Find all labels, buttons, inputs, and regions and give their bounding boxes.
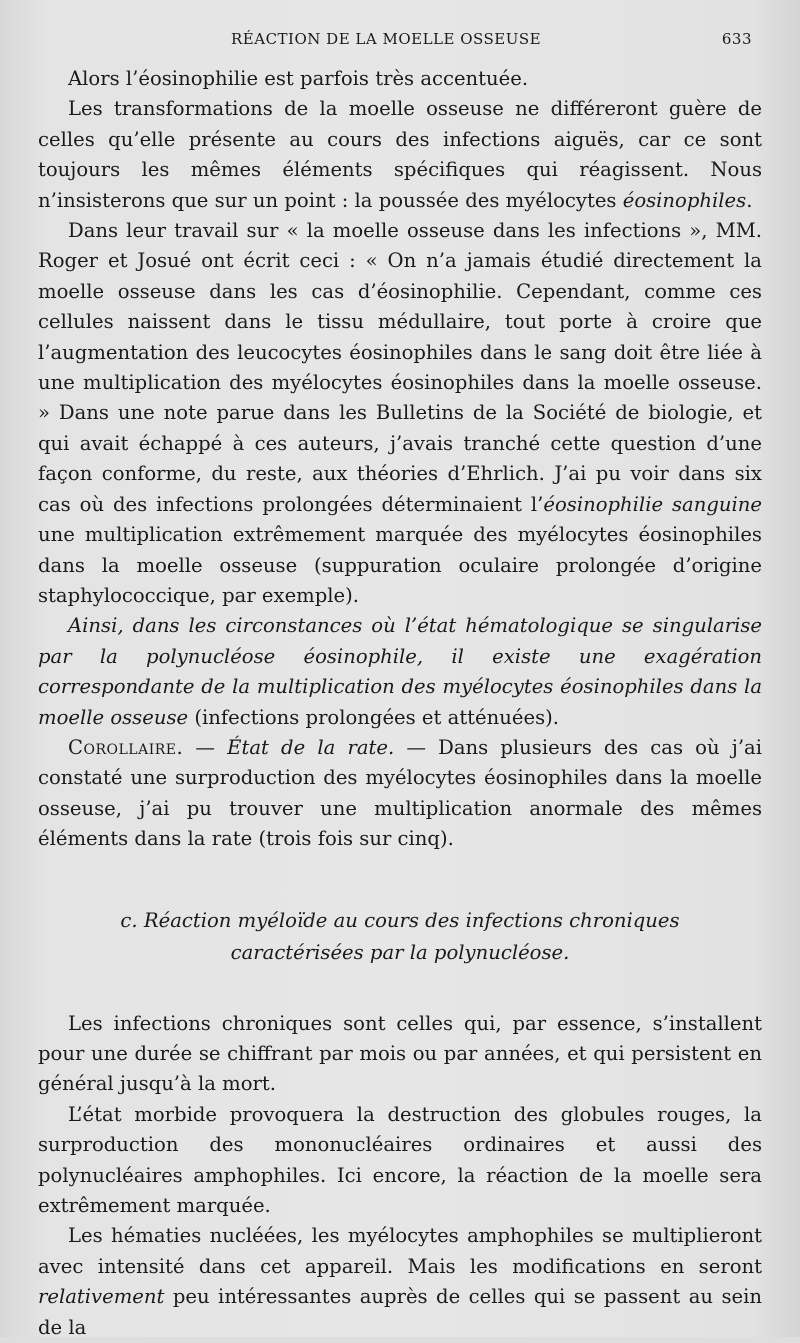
paragraph-6-text: Les infections chroniques sont celles qui, par essence, s’installent pour une durée se chiffrant par mois ou par années, et qui persistent en général jusqu’à la mort.	[38, 1011, 762, 1096]
paragraph-8-emphasis: relativement	[38, 1285, 165, 1309]
paragraph-2-text: Les transformations de la moelle osseuse ne différeront guère de celles qu’elle présente au cours des infections aiguës, car ce sont toujours les mêmes éléments spécifiques qui réagissent. Nous n’insisterons que sur un point : la poussée des myélocytes	[38, 97, 762, 212]
section-heading-line-2: caractérisées par la polynucléose.	[230, 940, 570, 964]
paragraph-4-emphasis: Ainsi, dans les circonstances où l’état hématologique se singularise par la polynucléose éosinophile, il existe une exagération correspondante de la multiplication des myélocytes éosinophiles dans la moelle osseuse	[38, 614, 762, 729]
paragraph-3-text: Dans leur travail sur « la moelle osseuse dans les infections », MM. Roger et Josué ont écrit ceci : « On n’a jamais étudié directement la moelle osseuse dans les cas d’éosinophilie. Cependant, comme ces cellules naissent dans le tissu médullaire, tout porte à croire que l’augmentation des leucocytes éosinophiles dans le sang doit être liée à une multiplication des myélocytes éosinophiles dans la moelle osseuse. » Dans une note parue dans les Bulletins de la Société de biologie, et qui avait échappé à ces auteurs, j’avais tranché cette question d’une façon conforme, du reste, aux théories d’Ehrlich. J’ai pu voir dans six cas où des infections prolongées déterminaient l’	[38, 219, 762, 516]
paragraph-3-end: une multiplication extrêmement marquée des myélocytes éosinophiles dans la moelle osseuse (suppuration oculaire prolongée d’origine staphylococcique, par exemple).	[38, 523, 762, 607]
corollary-text: — Dans plusieurs des cas où j’ai constaté une surproduction des myélocytes éosinophiles dans la moelle osseuse, j’ai pu trouver une multiplication anormale des mêmes éléments dans la rate (trois fois sur cinq).	[38, 735, 762, 851]
corollary-dash: —	[183, 735, 228, 759]
paragraph-2-emphasis: éosinophiles	[622, 188, 747, 212]
paragraph-4	[38, 611, 762, 733]
paragraph-5	[38, 733, 762, 855]
page-header	[38, 30, 752, 54]
paragraph-2	[38, 94, 762, 216]
paragraph-1	[38, 64, 762, 94]
body-text	[38, 64, 762, 1343]
running-title: RÉACTION DE LA MOELLE OSSEUSE	[231, 30, 542, 48]
paragraph-7-text: L’état morbide provoquera la destruction des globules rouges, la surproduction des mononucléaires ordinaires et aussi des polynucléaires amphophiles. Ici encore, la réaction de la moelle sera extrêmement marquée.	[38, 1102, 762, 1217]
paragraph-8-end: peu intéressantes auprès de celles qui se passent au sein de la	[38, 1285, 762, 1339]
corollary-title: État de la rate.	[227, 735, 395, 759]
paragraph-8-text: Les hématies nucléées, les myélocytes amphophiles se multiplieront avec intensité dans cet appareil. Mais les modifications en seront	[38, 1224, 762, 1278]
corollary-label: Corollaire.	[68, 735, 184, 759]
paragraph-8	[38, 1221, 762, 1343]
paragraph-4-end: (infections prolongées et atténuées).	[188, 705, 560, 729]
paragraph-7	[38, 1100, 762, 1222]
paragraph-2-end: .	[746, 188, 753, 212]
paragraph-1-text: Alors l’éosinophilie est parfois très accentuée.	[68, 67, 529, 90]
paragraph-3	[38, 216, 762, 611]
paragraph-3-emphasis: éosinophilie sanguine	[543, 492, 762, 516]
section-heading	[38, 905, 762, 969]
page-number: 633	[721, 30, 752, 48]
section-heading-line-1: c. Réaction myéloïde au cours des infections chroniques	[120, 908, 680, 932]
paragraph-6	[38, 1009, 762, 1100]
